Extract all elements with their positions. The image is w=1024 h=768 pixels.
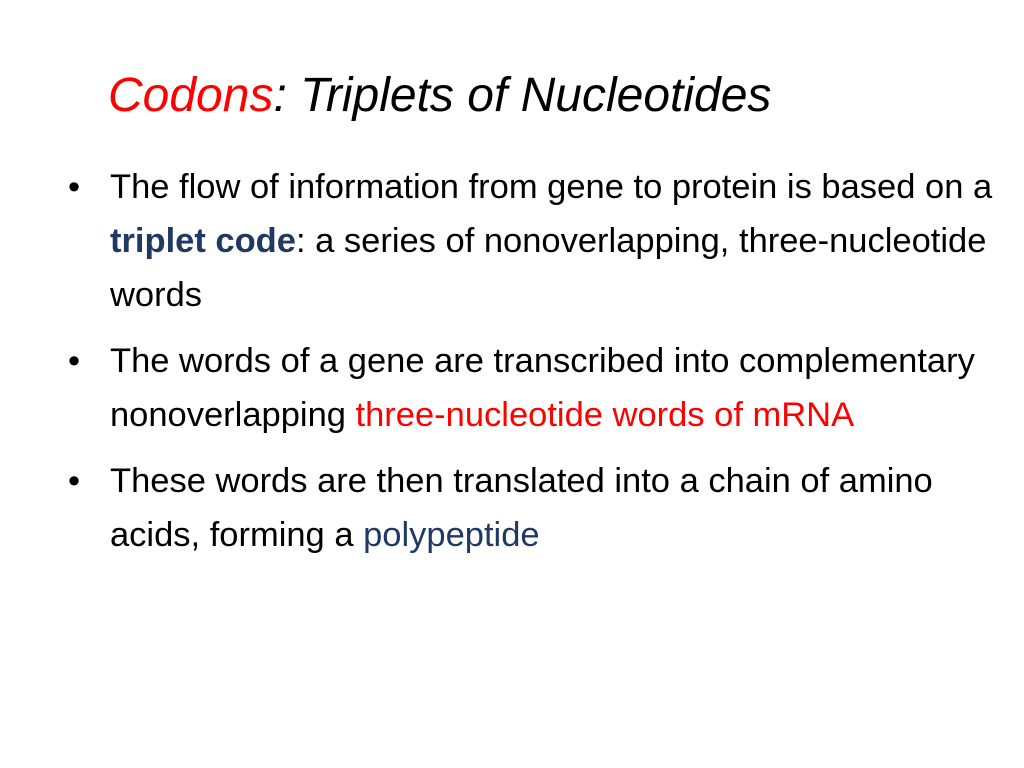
bullet-icon: • [68,342,81,380]
title-accent: Codons [108,69,274,122]
term-mrna-words: three-nucleotide words of mRNA [355,396,855,434]
term-polypeptide: polypeptide [363,516,540,554]
bullet-1-text-before: The flow of information from gene to protein is based on a [110,168,993,206]
bullet-3-text-before: These words are then translated into a chain of amino acids, forming a [110,462,933,554]
bullet-icon: • [68,462,81,500]
bullet-2-text-before: The words of a gene are transcribed into complementary nonoverlapping [110,342,975,434]
bullet-item-1 [68,160,998,322]
term-triplet-code: triplet code [110,222,296,260]
slide-title [108,66,771,126]
bullet-item-2 [68,334,998,442]
bullet-list [68,160,998,574]
title-rest: : Triplets of Nucleotides [273,69,772,122]
bullet-item-3 [68,454,998,562]
bullet-icon: • [68,168,81,206]
bullet-1-text-after: : a series of nonoverlapping, three-nucleotide words [110,222,987,314]
